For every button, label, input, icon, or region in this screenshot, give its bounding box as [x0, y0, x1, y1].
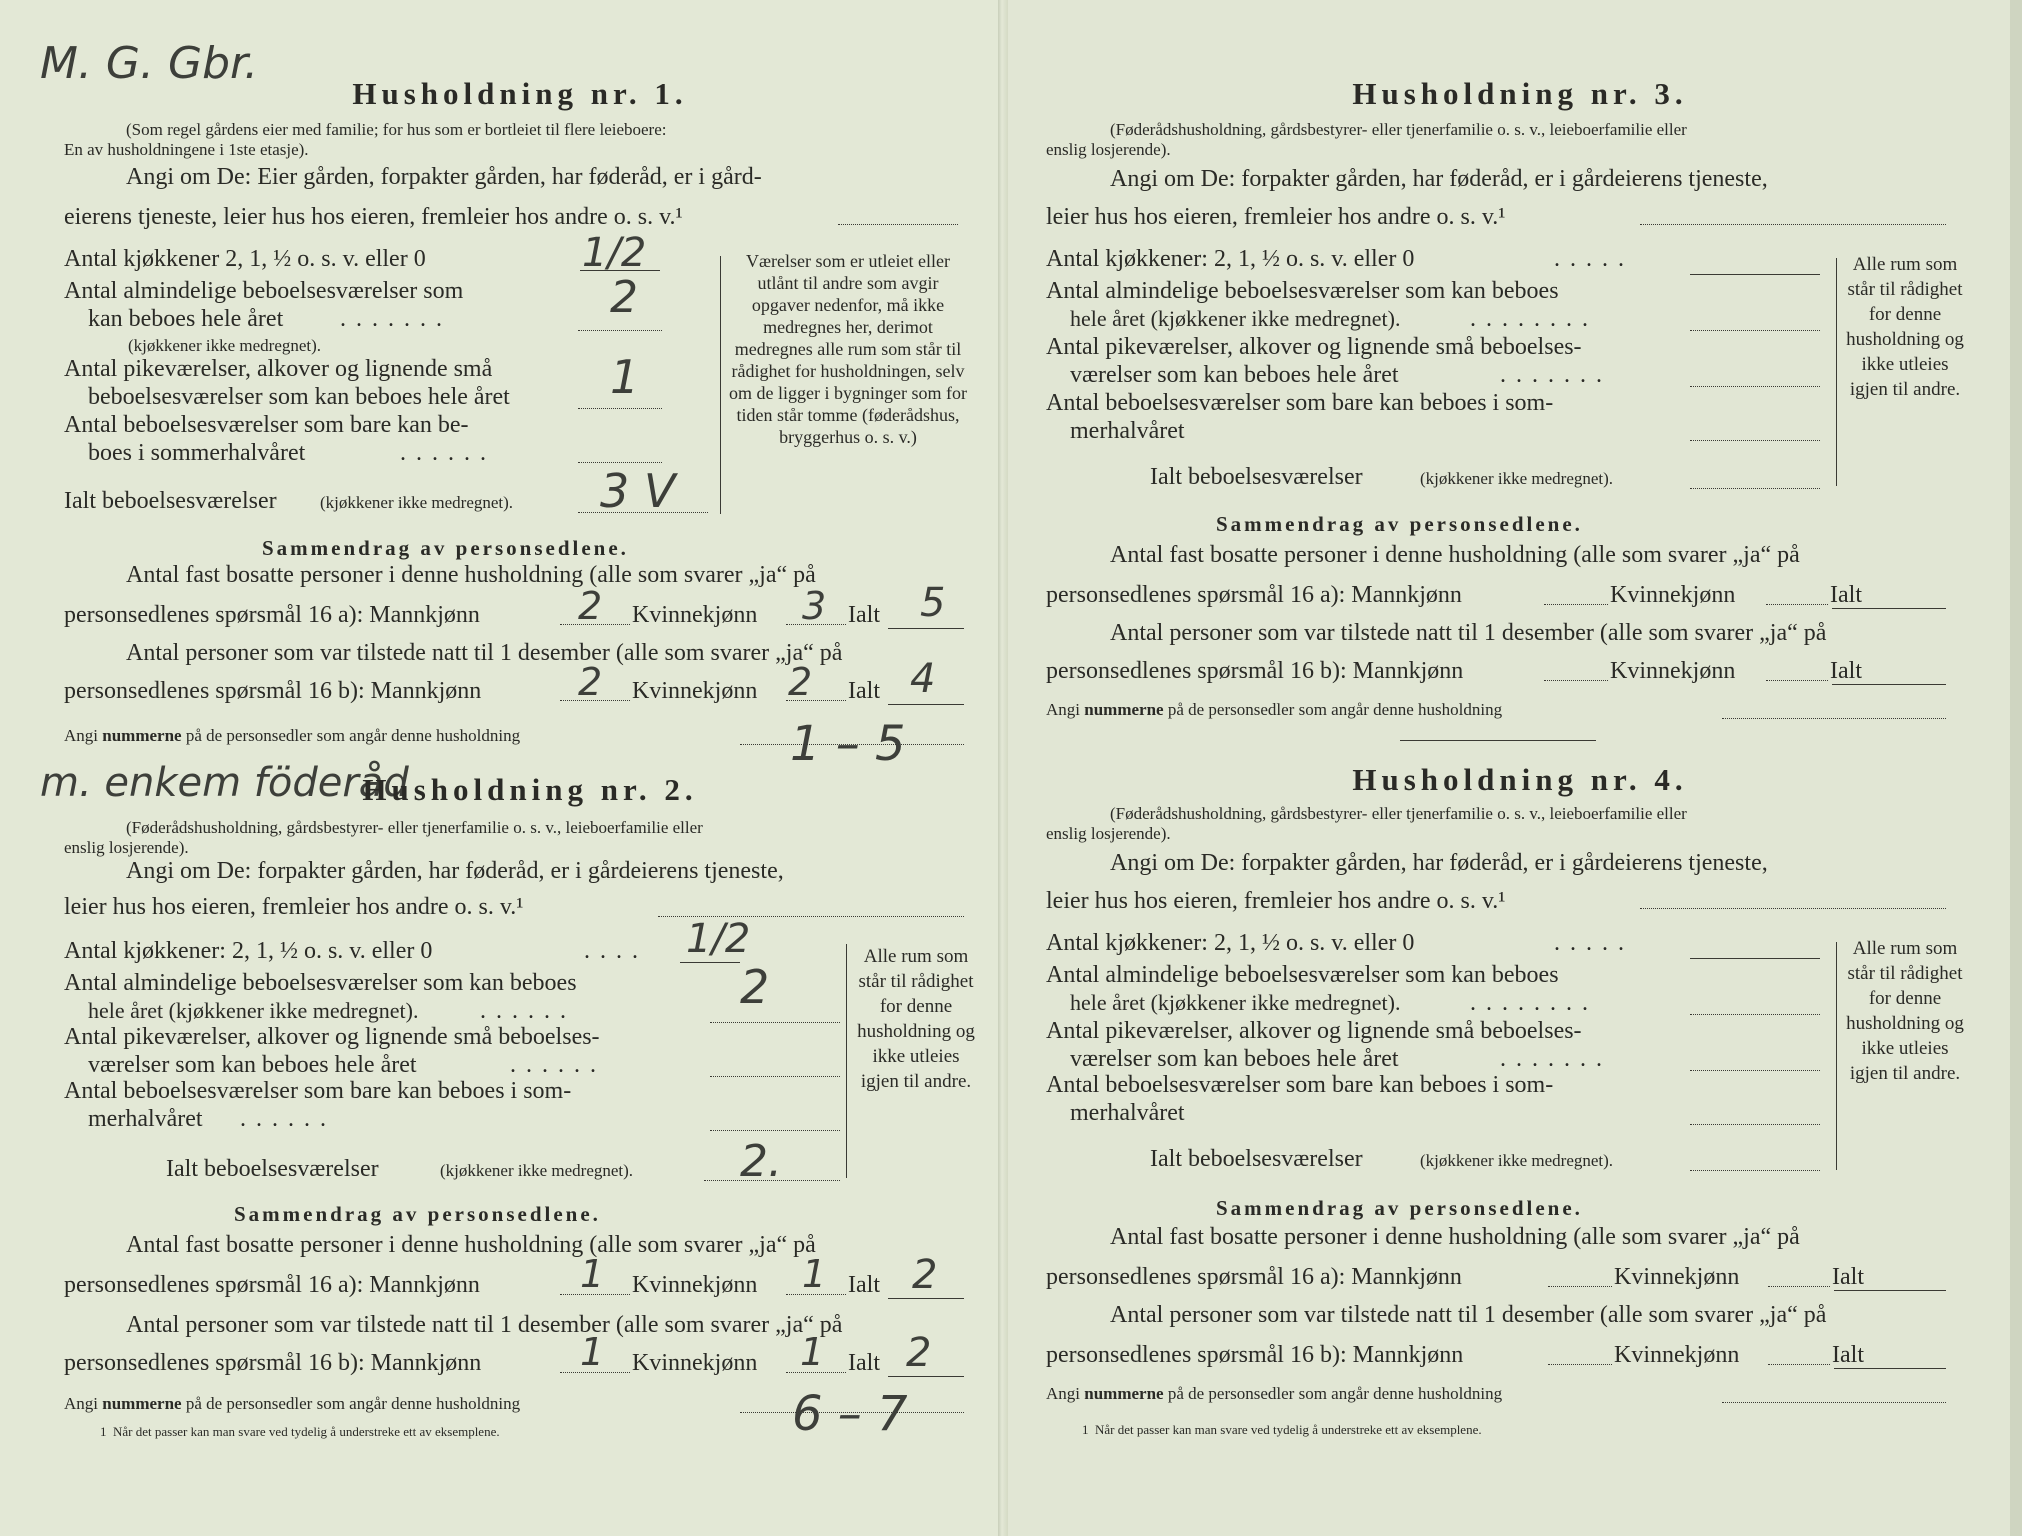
- section-divider: [1400, 740, 1596, 741]
- household-4-total-label: Ialt beboelsesværelser: [1150, 1146, 1363, 1172]
- household-4-side-note: Alle rum som står til rådighet for denne husholdning og ikke utleies igjen til andre.: [1846, 938, 1964, 1084]
- dot-leader: ......: [480, 998, 576, 1024]
- answer-line: [1544, 680, 1608, 681]
- household-4-numbers: på de personsedler som angår denne husholdning: [1167, 1384, 1503, 1403]
- rooms-answer-line: [1690, 1014, 1820, 1015]
- household-3-subtitle-1: (Føderådshusholdning, gårdsbestyrer- eller tjenerfamilie o. s. v., leieboerfamilie eller: [1110, 120, 1687, 139]
- household-2-kitchens-label: Antal kjøkkener: 2, 1, ½ o. s. v. eller 0: [64, 938, 433, 964]
- ialt-label: Ialt: [1830, 582, 1862, 608]
- household-1-kitchens-label: Antal kjøkkener 2, 1, ½ o. s. v. eller 0: [64, 246, 426, 272]
- household-2-rooms-c1: Antal beboelsesværelser som bare kan beboes i som-: [64, 1078, 572, 1104]
- h2-fixed-male: 1: [580, 1252, 605, 1296]
- answer-line: [1832, 684, 1946, 685]
- household-3-angi-line-1: Angi om De: forpakter gården, har føderåd, er i gårdeierens tjeneste,: [1110, 166, 1768, 192]
- brace: [720, 256, 721, 514]
- household-2-rooms-a1: Antal almindelige beboelsesværelser som kan beboes: [64, 970, 577, 996]
- household-4-rooms-b1: Antal pikeværelser, alkover og lignende små beboelses-: [1046, 1018, 1582, 1044]
- h2-fixed-total: 2: [912, 1252, 938, 1298]
- household-3-rooms-a2: hele året (kjøkkener ikke medregnet).: [1070, 306, 1401, 331]
- summer-rooms-answer-line: [710, 1130, 840, 1131]
- small-rooms-answer-line: [578, 408, 662, 409]
- footnote-mark: 1: [100, 1424, 107, 1439]
- total-answer-line: [1690, 488, 1820, 489]
- footnote-text: Når det passer kan man svare ved tydelig å understreke ett av eksemplene.: [1095, 1422, 1482, 1437]
- handwritten-note-h2: m. enkem föderåd: [40, 760, 409, 806]
- angi-label: Angi: [1046, 1384, 1080, 1403]
- ialt-label: Ialt: [1830, 658, 1862, 684]
- answer-line: [1768, 1364, 1830, 1365]
- household-2-rooms-b2: værelser som kan beboes hele året: [88, 1052, 417, 1078]
- dot-leader: ........: [1470, 306, 1598, 332]
- household-1-subtitle-1: (Som regel gårdens eier med familie; for hus som er bortleiet til flere leieboere:: [126, 120, 667, 139]
- answer-line: [1834, 1368, 1946, 1369]
- h1-small-rooms-answer: 1: [610, 350, 640, 404]
- answer-line: [888, 704, 964, 705]
- footnote-mark: 1: [1082, 1422, 1089, 1437]
- h1-present-female: 2: [788, 660, 813, 704]
- household-1-rooms-a2: kan beboes hele året: [88, 306, 284, 332]
- answer-line: [888, 1298, 964, 1299]
- h1-fixed-male: 2: [578, 584, 603, 628]
- household-3-rooms-c2: merhalvåret: [1070, 418, 1185, 444]
- h1-present-total: 4: [910, 656, 936, 702]
- answer-line: [1834, 1290, 1946, 1291]
- household-4-fixed-1: Antal fast bosatte personer i denne husholdning (alle som svarer „ja“ på: [1110, 1224, 1800, 1250]
- household-1-angi-line-2: eierens tjeneste, leier hus hos eieren, fremleier hos andre o. s. v.¹: [64, 204, 683, 230]
- household-3-fixed-2: personsedlenes spørsmål 16 a): Mannkjønn: [1046, 582, 1462, 608]
- household-1-angi-line-1: Angi om De: Eier gården, forpakter gården, har føderåd, er i gård-: [126, 164, 762, 190]
- small-rooms-answer-line: [710, 1076, 840, 1077]
- household-4-rooms-a1: Antal almindelige beboelsesværelser som kan beboes: [1046, 962, 1559, 988]
- household-2-rooms-a2: hele året (kjøkkener ikke medregnet).: [88, 998, 419, 1023]
- household-2-summary-title: Sammendrag av personsedlene.: [234, 1202, 601, 1226]
- kvinnekjonn-label: Kvinnekjønn: [632, 1272, 758, 1298]
- h2-rooms-answer: 2: [740, 960, 770, 1014]
- answer-line: [1544, 604, 1608, 605]
- kvinnekjonn-label: Kvinnekjønn: [1614, 1342, 1740, 1368]
- h2-present-female: 1: [800, 1330, 825, 1374]
- answer-line: [1832, 608, 1946, 609]
- footnote: [100, 1424, 500, 1440]
- kvinnekjonn-label: Kvinnekjønn: [1610, 582, 1736, 608]
- footnote: [1082, 1422, 1482, 1438]
- household-2-subtitle-2: enslig losjerende).: [64, 838, 189, 857]
- household-3-rooms-b1: Antal pikeværelser, alkover og lignende små beboelses-: [1046, 334, 1582, 360]
- household-3-rooms-a1: Antal almindelige beboelsesværelser som kan beboes: [1046, 278, 1559, 304]
- household-1-rooms-b1: Antal pikeværelser, alkover og lignende små: [64, 356, 493, 382]
- page-edge: [2010, 0, 2022, 1536]
- household-3-kitchens-label: Antal kjøkkener: 2, 1, ½ o. s. v. eller 0: [1046, 246, 1415, 272]
- household-4-rooms-c1: Antal beboelsesværelser som bare kan beboes i som-: [1046, 1072, 1554, 1098]
- brace: [846, 944, 847, 1178]
- household-2-fixed-1: Antal fast bosatte personer i denne husholdning (alle som svarer „ja“ på: [126, 1232, 816, 1258]
- household-2-angi-line-2: leier hus hos eieren, fremleier hos andre o. s. v.¹: [64, 894, 524, 920]
- household-2-total-label: Ialt beboelsesværelser: [166, 1156, 379, 1182]
- dot-leader: .......: [1500, 362, 1612, 388]
- kvinnekjonn-label: Kvinnekjønn: [1610, 658, 1736, 684]
- total-answer-line: [1690, 1170, 1820, 1171]
- household-1-total-note: (kjøkkener ikke medregnet).: [320, 493, 514, 512]
- household-1-numbers: på de personsedler som angår denne husholdning: [185, 726, 521, 745]
- household-3-summary-title: Sammendrag av personsedlene.: [1216, 512, 1583, 536]
- household-1-subtitle-2: En av husholdningene i 1ste etasje).: [64, 140, 309, 159]
- household-1-present-2: personsedlenes spørsmål 16 b): Mannkjønn: [64, 678, 482, 704]
- answer-line: [1722, 718, 1946, 719]
- dot-leader: .....: [1554, 930, 1634, 956]
- household-3-total-note: (kjøkkener ikke medregnet).: [1420, 469, 1614, 488]
- kitchens-answer-line: [1690, 958, 1820, 959]
- household-1-rooms-a1: Antal almindelige beboelsesværelser som: [64, 278, 464, 304]
- h2-present-total: 2: [906, 1330, 932, 1376]
- household-2-rooms-b1: Antal pikeværelser, alkover og lignende små beboelses-: [64, 1024, 600, 1050]
- h1-numbers-answer: 1 – 5: [790, 716, 906, 772]
- nummerne-label: nummerne: [102, 726, 182, 745]
- household-4-present-1: Antal personer som var tilstede natt til 1 desember (alle som svarer „ja“ på: [1110, 1302, 1827, 1328]
- summer-rooms-answer-line: [1690, 440, 1820, 441]
- nummerne-label: nummerne: [1084, 700, 1164, 719]
- h1-kitchens-answer: 1/2: [582, 230, 647, 276]
- household-4-rooms-c2: merhalvåret: [1070, 1100, 1185, 1126]
- household-1-side-note: Værelser som er utleiet eller utlånt til andre som avgir opgaver nedenfor, må ikke medregnes her, derimot medregnes alle rum som står til rådighet for husholdningen, selv om de ligger i bygninger som for tiden står tomme (føderådshus, bryggerhus o. s. v.): [729, 251, 967, 447]
- household-4-rooms-a2: hele året (kjøkkener ikke medregnet).: [1070, 990, 1401, 1015]
- household-2-total-note: (kjøkkener ikke medregnet).: [440, 1161, 634, 1180]
- footnote-text: Når det passer kan man svare ved tydelig å understreke ett av eksemplene.: [113, 1424, 500, 1439]
- summer-rooms-answer-line: [578, 462, 662, 463]
- h1-fixed-female: 3: [802, 584, 827, 628]
- household-1-title: Husholdning nr. 1.: [352, 76, 688, 111]
- answer-line: [1766, 680, 1828, 681]
- household-4-rooms-b2: værelser som kan beboes hele året: [1070, 1046, 1399, 1072]
- household-4-summary-title: Sammendrag av personsedlene.: [1216, 1196, 1583, 1220]
- household-3-subtitle-2: enslig losjerende).: [1046, 140, 1171, 159]
- household-1-rooms-c2: boes i sommerhalvåret: [88, 440, 306, 466]
- ialt-label: Ialt: [848, 678, 880, 704]
- household-2-present-1: Antal personer som var tilstede natt til 1 desember (alle som svarer „ja“ på: [126, 1312, 843, 1338]
- h1-total-answer: 3 V: [600, 464, 676, 518]
- household-3-total-label: Ialt beboelsesværelser: [1150, 464, 1363, 490]
- kvinnekjonn-label: Kvinnekjønn: [632, 678, 758, 704]
- household-4-total-note: (kjøkkener ikke medregnet).: [1420, 1151, 1614, 1170]
- ialt-label: Ialt: [848, 1350, 880, 1376]
- kvinnekjonn-label: Kvinnekjønn: [1614, 1264, 1740, 1290]
- dot-leader: ......: [240, 1106, 336, 1132]
- answer-line: [1548, 1364, 1612, 1365]
- household-4-subtitle-2: enslig losjerende).: [1046, 824, 1171, 843]
- rooms-answer-line: [710, 1022, 840, 1023]
- rooms-answer-line: [578, 330, 662, 331]
- dot-leader: ....: [584, 938, 648, 964]
- household-2-subtitle-1: (Føderådshusholdning, gårdsbestyrer- eller tjenerfamilie o. s. v., leieboerfamilie eller: [126, 818, 703, 837]
- nummerne-label: nummerne: [102, 1394, 182, 1413]
- household-2-numbers-row: [64, 1394, 520, 1414]
- household-4-angi-line-1: Angi om De: forpakter gården, har føderåd, er i gårdeierens tjeneste,: [1110, 850, 1768, 876]
- answer-line: [1768, 1286, 1830, 1287]
- kvinnekjonn-label: Kvinnekjønn: [632, 1350, 758, 1376]
- household-3-rooms-b2: værelser som kan beboes hele året: [1070, 362, 1399, 388]
- dot-leader: .......: [340, 306, 452, 332]
- h1-rooms-answer: 2: [610, 272, 638, 323]
- household-4-subtitle-1: (Føderådshusholdning, gårdsbestyrer- eller tjenerfamilie o. s. v., leieboerfamilie eller: [1110, 804, 1687, 823]
- household-2-numbers: på de personsedler som angår denne husholdning: [185, 1394, 521, 1413]
- household-3-present-2: personsedlenes spørsmål 16 b): Mannkjønn: [1046, 658, 1464, 684]
- household-1-rooms-c1: Antal beboelsesværelser som bare kan be-: [64, 412, 469, 438]
- summer-rooms-answer-line: [1690, 1124, 1820, 1125]
- answer-line: [1722, 1402, 1946, 1403]
- ialt-label: Ialt: [848, 602, 880, 628]
- household-2-fixed-2: personsedlenes spørsmål 16 a): Mannkjønn: [64, 1272, 480, 1298]
- household-2-side-note: Alle rum som står til rådighet for denne husholdning og ikke utleies igjen til andre.: [857, 946, 975, 1092]
- household-1-numbers-row: [64, 726, 520, 746]
- h2-total-answer: 2.: [740, 1136, 782, 1187]
- angi-label: Angi: [64, 726, 98, 745]
- h2-present-male: 1: [580, 1330, 605, 1374]
- dot-leader: .......: [1500, 1046, 1612, 1072]
- h1-fixed-total: 5: [920, 580, 946, 626]
- h2-kitchens-answer: 1/2: [686, 916, 751, 962]
- rooms-answer-line: [1690, 330, 1820, 331]
- household-3-numbers-row: [1046, 700, 1502, 720]
- kitchens-answer-line: [680, 962, 740, 963]
- household-1-present-1: Antal personer som var tilstede natt til 1 desember (alle som svarer „ja“ på: [126, 640, 843, 666]
- household-4-numbers-row: [1046, 1384, 1502, 1404]
- household-1-summary-title: Sammendrag av personsedlene.: [262, 536, 629, 560]
- household-4-kitchens-label: Antal kjøkkener: 2, 1, ½ o. s. v. eller 0: [1046, 930, 1415, 956]
- household-4-angi-line-2: leier hus hos eieren, fremleier hos andre o. s. v.¹: [1046, 888, 1506, 914]
- household-3-title: Husholdning nr. 3.: [1352, 76, 1688, 111]
- household-3-numbers: på de personsedler som angår denne husholdning: [1167, 700, 1503, 719]
- dot-leader: .....: [1554, 246, 1634, 272]
- h2-fixed-female: 1: [802, 1252, 827, 1296]
- h2-numbers-answer: 6 – 7: [792, 1386, 908, 1442]
- household-4-title: Husholdning nr. 4.: [1352, 762, 1688, 797]
- household-4-fixed-2: personsedlenes spørsmål 16 a): Mannkjønn: [1046, 1264, 1462, 1290]
- household-1-rooms-b2: beboelsesværelser som kan beboes hele året: [88, 384, 510, 410]
- angi-label: Angi: [1046, 700, 1080, 719]
- household-1-fixed-1: Antal fast bosatte personer i denne husholdning (alle som svarer „ja“ på: [126, 562, 816, 588]
- dot-leader: ........: [1470, 990, 1598, 1016]
- h1-present-male: 2: [578, 660, 603, 704]
- nummerne-label: nummerne: [1084, 1384, 1164, 1403]
- household-3-present-1: Antal personer som var tilstede natt til 1 desember (alle som svarer „ja“ på: [1110, 620, 1827, 646]
- book-spine: [998, 0, 1008, 1536]
- small-rooms-answer-line: [1690, 1070, 1820, 1071]
- brace: [1836, 258, 1837, 486]
- ialt-label: Ialt: [1832, 1264, 1864, 1290]
- household-1-rooms-a3: (kjøkkener ikke medregnet).: [128, 336, 322, 355]
- answer-line: [888, 628, 964, 629]
- kitchens-answer-line: [1690, 274, 1820, 275]
- answer-line: [1766, 604, 1828, 605]
- household-3-side-note: Alle rum som står til rådighet for denne husholdning og ikke utleies igjen til andre.: [1846, 254, 1964, 400]
- household-3-angi-line-2: leier hus hos eieren, fremleier hos andre o. s. v.¹: [1046, 204, 1506, 230]
- ialt-label: Ialt: [1832, 1342, 1864, 1368]
- household-1-total-label: Ialt beboelsesværelser: [64, 488, 277, 514]
- household-2-angi-line-1: Angi om De: forpakter gården, har føderåd, er i gårdeierens tjeneste,: [126, 858, 784, 884]
- household-2-rooms-c2: merhalvåret: [88, 1106, 203, 1132]
- dot-leader: ......: [400, 440, 496, 466]
- household-2-title: Husholdning nr. 2.: [362, 772, 698, 807]
- household-2-present-2: personsedlenes spørsmål 16 b): Mannkjønn: [64, 1350, 482, 1376]
- answer-line: [888, 1376, 964, 1377]
- angi-label: Angi: [64, 1394, 98, 1413]
- angi-answer-line: [1640, 908, 1946, 909]
- small-rooms-answer-line: [1690, 386, 1820, 387]
- kvinnekjonn-label: Kvinnekjønn: [632, 602, 758, 628]
- angi-answer-line: [1640, 224, 1946, 225]
- handwritten-corner-note: M. G. Gbr.: [40, 38, 259, 89]
- household-4-present-2: personsedlenes spørsmål 16 b): Mannkjønn: [1046, 1342, 1464, 1368]
- answer-line: [1548, 1286, 1612, 1287]
- brace: [1836, 942, 1837, 1170]
- ialt-label: Ialt: [848, 1272, 880, 1298]
- angi-answer-line: [838, 224, 958, 225]
- dot-leader: ......: [510, 1052, 606, 1078]
- household-3-rooms-c1: Antal beboelsesværelser som bare kan beboes i som-: [1046, 390, 1554, 416]
- household-1-fixed-2: personsedlenes spørsmål 16 a): Mannkjønn: [64, 602, 480, 628]
- household-3-fixed-1: Antal fast bosatte personer i denne husholdning (alle som svarer „ja“ på: [1110, 542, 1800, 568]
